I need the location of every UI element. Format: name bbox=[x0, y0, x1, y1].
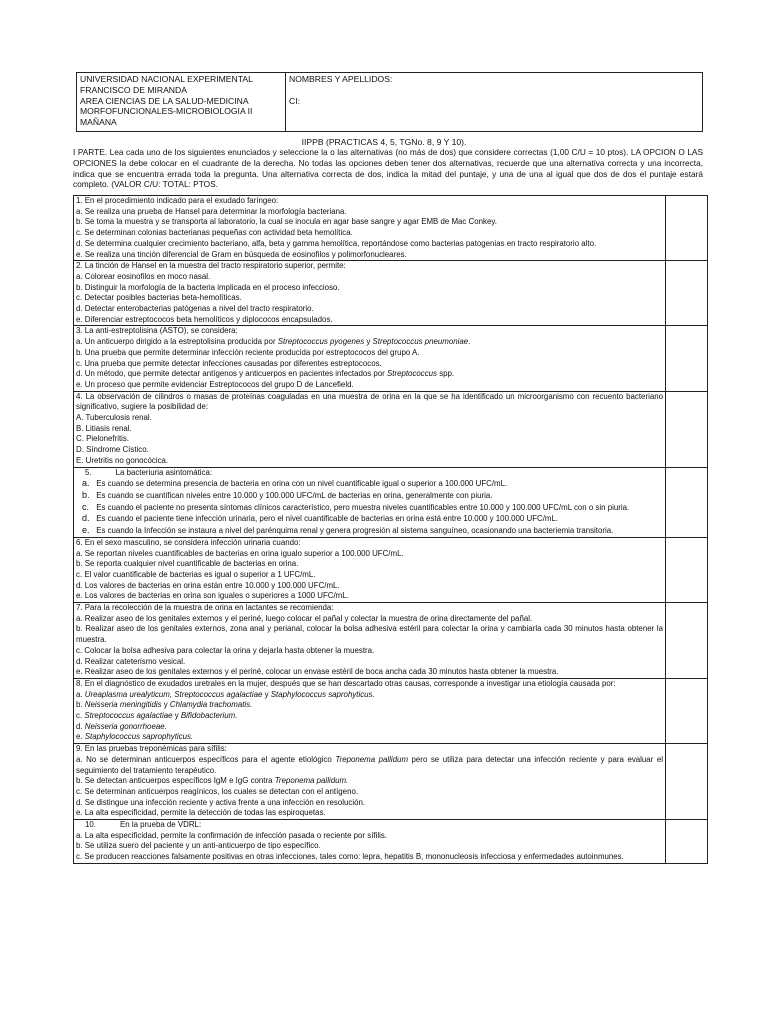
question-row bbox=[74, 678, 708, 743]
option-text: Bifidobacterium. bbox=[180, 711, 238, 721]
option bbox=[76, 732, 663, 743]
option bbox=[76, 413, 663, 424]
option bbox=[76, 445, 663, 456]
answer-box[interactable] bbox=[666, 603, 708, 679]
question-row bbox=[74, 467, 708, 537]
option-letter: a. bbox=[82, 478, 90, 489]
option bbox=[76, 304, 663, 315]
question-stem: 1. En el procedimiento indicado para el exudado faríngeo: bbox=[76, 196, 279, 205]
option bbox=[76, 478, 663, 490]
question-row bbox=[74, 820, 708, 864]
option-text: . bbox=[468, 337, 471, 347]
option bbox=[76, 646, 663, 657]
option-text: a. La alta especificidad, permite la confirmación de infección pasada o reciente por sífilis. bbox=[76, 830, 387, 840]
answer-box[interactable] bbox=[666, 467, 708, 537]
question-cell bbox=[74, 537, 666, 602]
option bbox=[76, 337, 663, 348]
option bbox=[76, 228, 663, 239]
option bbox=[76, 700, 663, 711]
institution-line: AREA CIENCIAS DE LA SALUD-MEDICINA bbox=[80, 95, 249, 106]
option-text: a. Colorear eosinofilos en moco nasal. bbox=[76, 271, 211, 281]
ci-label: CI: bbox=[289, 95, 300, 106]
question-stem: 9. En las pruebas treponémicas para sífilis: bbox=[76, 744, 227, 754]
option bbox=[76, 369, 663, 380]
option-text: d. Los valores de bacterias en orina están entre 10.000 y 100.000 UFC/mL. bbox=[76, 580, 340, 590]
question-cell bbox=[74, 467, 666, 537]
option-text: e. bbox=[76, 732, 85, 742]
option-text: a. Se reportan niveles cuantificables de bacterias en orina igualo superior a 100.000 UFC/mL. bbox=[76, 548, 404, 558]
option-text: c. Se determinan colonias bacterianas pequeñas con actividad beta hemolítica. bbox=[76, 228, 353, 238]
option-text: Staphylococcus saprophyticus. bbox=[84, 732, 194, 742]
option bbox=[76, 755, 663, 776]
option-letter: d. bbox=[82, 513, 90, 524]
option bbox=[76, 614, 663, 625]
option-text: Treponema pallidum. bbox=[274, 776, 349, 786]
option-text: c. Una prueba que permite detectar infecciones causadas por diferentes estreptococos. bbox=[76, 358, 382, 368]
option-text: Es cuando se determina presencia de bacteria en orina con un nivel cuantificable igual o superior a 100.000 UFC/mL. bbox=[94, 479, 508, 489]
option-text: a. No se determinan anticuerpos específicos para el agente etiológico bbox=[76, 754, 336, 764]
answer-box[interactable] bbox=[666, 537, 708, 602]
option bbox=[76, 359, 663, 370]
answer-box[interactable] bbox=[666, 261, 708, 326]
option-text: y bbox=[262, 689, 271, 699]
option bbox=[76, 424, 663, 435]
institution-line: MORFOFUNCIONALES-MICROBIOLOGIA II bbox=[80, 106, 253, 117]
option-text: A. Tuberculosis renal. bbox=[76, 413, 152, 423]
option bbox=[76, 831, 663, 842]
option-text: Chlamydia trachomatis. bbox=[169, 700, 253, 710]
option-text: E. Uretritis no gonocócica. bbox=[76, 455, 169, 465]
option-text: D. Síndrome Cístico. bbox=[76, 445, 149, 455]
option-text: d. Detectar enterobacterias patógenas a nivel del tracto respiratorio. bbox=[76, 304, 314, 314]
option-text: e. Un proceso que permite evidenciar Estreptococos del grupo D de Lancefield. bbox=[76, 379, 354, 389]
question-cell bbox=[74, 391, 666, 467]
option-text: b. Realizar aseo de los genitales externos, zona anal y perianal, colocar la bolsa adhesiva estéril para colectar la orina y cambiarla cada 30 minutos hasta obtener la muestra. bbox=[76, 624, 663, 645]
option bbox=[76, 239, 663, 250]
option-text: c. Detectar posibles bacterias beta-hemolíticas. bbox=[76, 293, 242, 303]
option-text: e. Diferenciar estreptococos beta hemolíticos y diplococos encapsulados. bbox=[76, 314, 333, 324]
option-text: Es cuando el paciente tiene infección urinaria, pero el nivel cuantificable de bacterias en orina está entre 10.000 y 100.000 UFC/mL. bbox=[94, 514, 559, 524]
option bbox=[76, 722, 663, 733]
option bbox=[76, 283, 663, 294]
option-letter: b. bbox=[82, 489, 90, 500]
option-text: Es cuando el paciente no presenta síntomas clínicos característico, pero muestra niveles cuantificables entre 10.000 y 100.000 UFC/mL con o sin piuria. bbox=[94, 502, 630, 512]
option-text: d. Un método, que permite detectar antígenos y anticuerpos en pacientes infectados por bbox=[76, 369, 387, 379]
question-stem bbox=[76, 820, 663, 831]
option bbox=[76, 272, 663, 283]
institution-line: UNIVERSIDAD NACIONAL EXPERIMENTAL bbox=[80, 74, 253, 84]
question-text: La bacteriuria asintomática: bbox=[115, 467, 213, 477]
question-stem bbox=[76, 468, 663, 479]
option-text: spp. bbox=[437, 369, 455, 379]
option-text: Streptococcus bbox=[387, 369, 437, 379]
option-text: y bbox=[161, 700, 170, 710]
option-text: b. bbox=[76, 700, 85, 710]
option-text: d. bbox=[76, 721, 85, 731]
option bbox=[76, 250, 663, 261]
institution-cell bbox=[77, 73, 286, 131]
question-row bbox=[74, 603, 708, 679]
option-text: e. Realizar aseo de los genitales externos y el periné, colocar un envase estéril de boca ancha cada 30 minutos hasta obtener la muestra. bbox=[76, 667, 559, 677]
option bbox=[76, 490, 663, 502]
question-row bbox=[74, 196, 708, 261]
option-text: c. Se determinan anticuerpos reagínicos, los cuales se detectan con el antígeno. bbox=[76, 786, 359, 796]
option-letter: c. bbox=[82, 501, 90, 512]
option-text: Es cuando se cuantifican niveles entre 10.000 y 100.000 UFC/mL de bacterias en orina, generalmente con piuria. bbox=[94, 490, 493, 500]
option bbox=[76, 776, 663, 787]
answer-box[interactable] bbox=[666, 391, 708, 467]
option-text: a. Se realiza una prueba de Hansel para determinar la morfología bacteriana. bbox=[76, 206, 347, 216]
question-row bbox=[74, 326, 708, 391]
option-text: b. Se toma la muestra y se transporta al laboratorio, la cual se inocula en agar base sangre y agar EMB de Mac Conkey. bbox=[76, 217, 497, 227]
option bbox=[76, 798, 663, 809]
answer-box[interactable] bbox=[666, 820, 708, 864]
option-text: c. Colocar la bolsa adhesiva para colectar la orina y dejarla hasta obtener la muestra. bbox=[76, 645, 375, 655]
option-text: b. Distinguir la morfología de la bacteria implicada en el proceso infeccioso. bbox=[76, 282, 340, 292]
student-cell[interactable] bbox=[286, 73, 702, 131]
option bbox=[76, 657, 663, 668]
option bbox=[76, 315, 663, 326]
question-stem: 2. La tinción de Hansel en la muestra del tracto respiratorio superior, permite: bbox=[76, 261, 346, 271]
option bbox=[76, 380, 663, 391]
question-cell bbox=[74, 326, 666, 391]
option bbox=[76, 852, 663, 863]
option-text: a. Un anticuerpo dirigido a la estreptolisina producida por bbox=[76, 337, 278, 347]
option-text: c. bbox=[76, 711, 85, 721]
option bbox=[76, 690, 663, 701]
option-text: b. Una prueba que permite determinar infección reciente producida por estreptococos del grupo A. bbox=[76, 347, 420, 357]
answer-box[interactable] bbox=[666, 744, 708, 820]
option bbox=[76, 549, 663, 560]
question-stem: 4. La observación de cilindros o masas de proteínas coaguladas en una muestra de orina en la que se ha identificado un microorganismo con recuento bacteriano significativo, sugiere la posibilidad de: bbox=[76, 391, 663, 412]
option bbox=[76, 591, 663, 602]
question-row bbox=[74, 391, 708, 467]
option-text: Streptococcus pneumoniae bbox=[372, 337, 469, 347]
question-row bbox=[74, 261, 708, 326]
question-row bbox=[74, 744, 708, 820]
option-text: b. Se utiliza suero del paciente y un anti-anticuerpo de tipo específico. bbox=[76, 841, 321, 851]
option bbox=[76, 841, 663, 852]
option-text: Neisseria gonorrhoeae. bbox=[84, 721, 167, 731]
option-text: pero se utiliza para detectar una infección reciente y para evaluar el seguimiento del tratamiento terapéutico. bbox=[76, 754, 663, 775]
option bbox=[76, 525, 663, 537]
option-text: e. Los valores de bacterias en orina son iguales o superiores a 1000 UFC/mL. bbox=[76, 591, 349, 601]
option-text: a. Realizar aseo de los genitales externos y el periné, luego colocar el pañal y colectar la muestra de orina directamente del pañal. bbox=[76, 613, 533, 623]
option bbox=[76, 513, 663, 525]
option bbox=[76, 624, 663, 645]
option bbox=[76, 293, 663, 304]
questions-table bbox=[73, 195, 708, 864]
option-text: y bbox=[172, 711, 181, 721]
option-text: e. La alta especificidad, permite la detección de todas las espiroquetas. bbox=[76, 808, 326, 818]
option bbox=[76, 434, 663, 445]
option-text: d. Realizar cateterismo vesical. bbox=[76, 656, 186, 666]
option bbox=[76, 711, 663, 722]
option bbox=[76, 502, 663, 514]
option-text: a. bbox=[76, 689, 85, 699]
option-text: Staphylococcus saprohyticus. bbox=[270, 689, 375, 699]
option bbox=[76, 559, 663, 570]
option-text: Es cuando la Infección se instaura a nivel del parénquima renal y genera progresión al sistema sanguíneo, ocasionando una bacteriemia transitoria. bbox=[94, 526, 614, 536]
question-cell bbox=[74, 744, 666, 820]
question-number: 10. bbox=[85, 820, 96, 830]
answer-box[interactable] bbox=[666, 326, 708, 391]
option-text: C. Pielonefritis. bbox=[76, 434, 130, 444]
option bbox=[76, 570, 663, 581]
question-cell bbox=[74, 261, 666, 326]
option-text: d. Se determina cualquier crecimiento bacteriano, alfa, beta y gamma hemolítica, reportándose como bacterias patogenias en tracto respiratorio alto. bbox=[76, 238, 597, 248]
option bbox=[76, 217, 663, 228]
option bbox=[76, 456, 663, 467]
option-text: Neisseria meningitidis bbox=[84, 700, 162, 710]
option-text: c. Se producen reacciones falsamente positivas en otras infecciones, tales como: lepra, hepatitis B, mononucleosis infecciosa y enfermedades autoinmunes. bbox=[76, 852, 624, 862]
question-number: 5. bbox=[85, 467, 92, 477]
institution-line: MAÑANA bbox=[80, 117, 117, 128]
names-label: NOMBRES Y APELLIDOS: bbox=[289, 74, 393, 84]
option-text: e. Se realiza una tinción diferencial de Gram en búsqueda de eosinofilos y polimorfonucleares. bbox=[76, 249, 407, 259]
institution-line: FRANCISCO DE MIRANDA bbox=[80, 84, 187, 95]
option bbox=[76, 787, 663, 798]
question-cell bbox=[74, 820, 666, 864]
question-stem: 8. En el diagnóstico de exudados uretrales en la mujer, después que se han descartado otras causas, corresponde a investigar una etiología causada por: bbox=[76, 678, 616, 688]
question-row bbox=[74, 537, 708, 602]
option-text: d. Se distingue una infección reciente y activa frente a una infección en resolución. bbox=[76, 797, 366, 807]
question-cell bbox=[74, 678, 666, 743]
option-text: B. Litiasis renal. bbox=[76, 423, 132, 433]
question-stem: 7. Para la recolección de la muestra de orina en lactantes se recomienda: bbox=[76, 603, 334, 613]
question-text: En la prueba de VDRL: bbox=[119, 820, 202, 830]
question-stem: 6. En el sexo masculino, se considera infección urinaria cuando: bbox=[76, 537, 301, 547]
exam-title: IIPPB (PRACTICAS 4, 5, TGNo. 8, 9 Y 10). bbox=[301, 137, 467, 147]
option bbox=[76, 348, 663, 359]
question-stem: 3. La anti-estreptolisina (ASTO), se considera: bbox=[76, 326, 238, 336]
answer-box[interactable] bbox=[666, 678, 708, 743]
option-text: Streptococcus agalactiae bbox=[84, 711, 173, 721]
option-letter: e. bbox=[82, 525, 90, 536]
option-text: Treponema pallidum bbox=[335, 754, 409, 764]
option-text: y bbox=[364, 337, 373, 347]
option-text: Streptococcus pyogenes bbox=[277, 337, 365, 347]
question-cell bbox=[74, 603, 666, 679]
option bbox=[76, 207, 663, 218]
answer-box[interactable] bbox=[666, 196, 708, 261]
instructions: I PARTE. Lea cada uno de los siguientes enunciados y seleccione la o las alternativas (no más de dos) que considere correctas (1,00 C/U = 10 ptos). LA OPCION O LAS OPCIONES la debe colocar en el cuadrante de la derecha. No todas las opciones deben tener dos alternativas, recuerde que una alternativa correcta y una incorrecta, indica que se encuentra errada toda la pregunta. Una alternativa correcta de dos, indica la mitad del puntaje, y una de una al igual que dos de dos el puntaje estará completo. (VALOR C/U: TOTAL: PTOS. bbox=[73, 147, 703, 190]
header-table bbox=[76, 72, 703, 132]
option-text: b. Se reporta cualquier nivel cuantificable de bacterias en orina. bbox=[76, 559, 299, 569]
option bbox=[76, 581, 663, 592]
option-text: c. El valor cuantificable de bacterias es igual o superior a 1 UFC/mL. bbox=[76, 569, 316, 579]
option bbox=[76, 667, 663, 678]
option-text: b. Se detectan anticuerpos específicos IgM e IgG contra bbox=[76, 776, 275, 786]
option bbox=[76, 808, 663, 819]
question-cell bbox=[74, 196, 666, 261]
option-text: Ureaplasma urealyticum, Streptococcus agalactiae bbox=[84, 689, 263, 699]
